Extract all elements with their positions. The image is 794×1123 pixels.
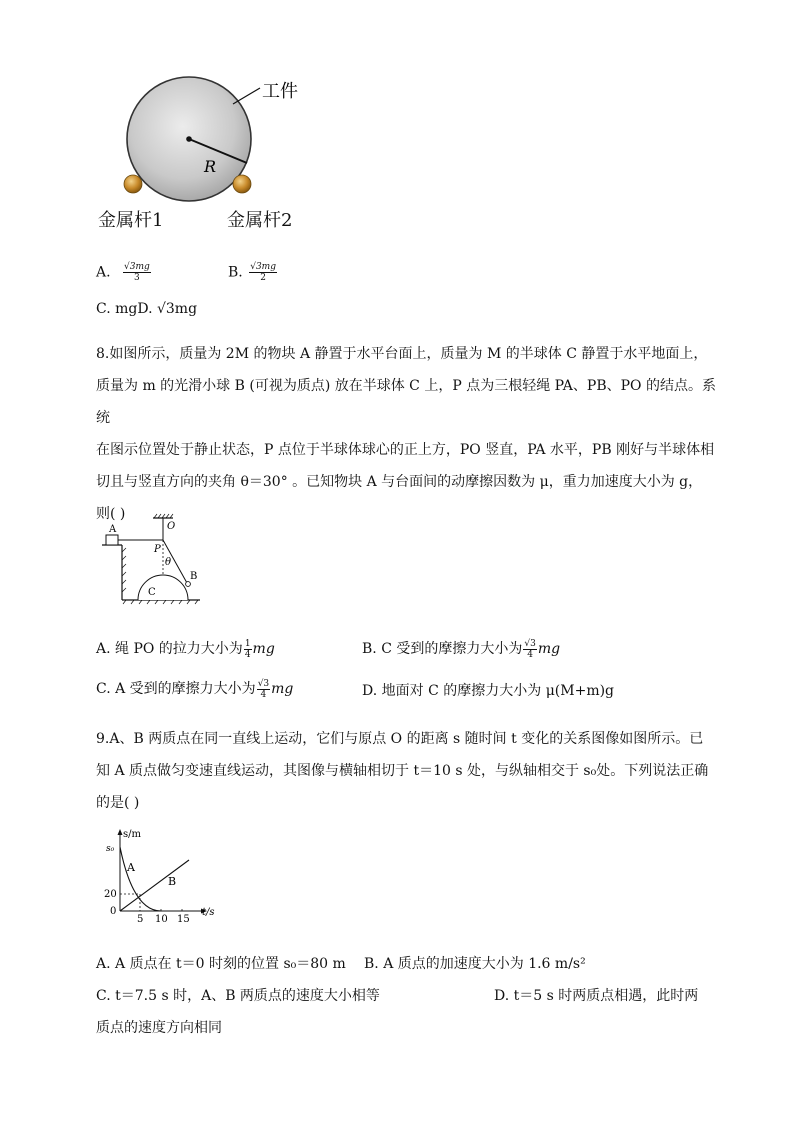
q8-option-c-text: C. A 受到的摩擦力大小为: [96, 681, 256, 697]
q9-option-b: B. A 质点的加速度大小为 1.6 m/s²: [364, 956, 586, 972]
q8-option-b-numerator: √3: [524, 638, 536, 649]
rod-1: [124, 175, 142, 193]
curve-a-label: A: [127, 861, 135, 874]
label-o: O: [167, 521, 176, 532]
q9-option-d-line-1: D. t＝5 s 时两质点相遇，此时两: [494, 988, 699, 1004]
label-20: 20: [104, 889, 117, 900]
q9-line-1: 9.A、B 两质点在同一直线上运动，它们与原点 O 的距离 s 随时间 t 变化的关系图像如图所示。已: [96, 731, 704, 747]
workpiece-label: 工件: [262, 81, 298, 102]
q8-line-3: 在图示位置处于静止状态，P 点位于半球体球心的正上方，PO 竖直，PA 水平，PB 刚好与半球体相: [96, 442, 715, 458]
q8-option-a-fraction: [244, 639, 252, 660]
q8-figure: [96, 512, 216, 607]
s0-label: s₀: [106, 844, 115, 854]
label-c: C: [148, 587, 156, 598]
q8-line-5: 则( ): [96, 506, 126, 522]
q8-option-a-tail: mg: [252, 641, 275, 657]
q9-stem: [96, 723, 716, 819]
q8-option-c: [96, 678, 293, 700]
q8-line-4: 切且与竖直方向的夹角 θ＝30° 。已知物块 A 与台面间的动摩擦因数为 μ，重力加速度大小为 g，: [96, 474, 703, 490]
q8-option-b-text: B. C 受到的摩擦力大小为: [362, 641, 523, 657]
q7-option-b-letter: B.: [228, 264, 243, 281]
ball-b: [186, 582, 191, 587]
q8-option-c-fraction: [257, 679, 270, 700]
q7-option-a-denominator: 3: [134, 273, 140, 283]
curve-a: [120, 847, 161, 911]
tick-10: 10: [155, 914, 168, 925]
q9-option-c: C. t＝7.5 s 时，A、B 两质点的速度大小相等: [96, 988, 380, 1004]
label-a: A: [109, 524, 117, 535]
tick-5: 5: [137, 914, 144, 925]
rod-1-label: 金属杆1: [98, 210, 164, 231]
q7-option-a: [96, 262, 152, 283]
q7-option-a-fraction: [123, 262, 151, 283]
q8-option-b-tail: mg: [537, 641, 561, 657]
q9-line-3: 的是( ): [96, 795, 140, 811]
label-theta: θ: [165, 557, 172, 568]
radius-label: R: [204, 157, 217, 176]
q7-option-a-numerator: √3mg: [124, 262, 150, 272]
q8-option-a-text: A. 绳 PO 的拉力大小为: [96, 641, 243, 657]
q8-option-d: D. 地面对 C 的摩擦力大小为 μ(M+m)g: [362, 683, 615, 699]
q8-option-c-numerator: √3: [257, 678, 270, 689]
q7-option-b: [228, 262, 278, 283]
q9-option-d-line-2: 质点的速度方向相同: [96, 1020, 222, 1036]
q7-option-b-numerator: √3mg: [250, 262, 276, 272]
q8-option-c-tail: mg: [271, 681, 294, 697]
q9-line-2: 知 A 质点做匀变速直线运动，其图像与横轴相切于 t＝10 s 处，与纵轴相交于 s₀处。下列说法正确: [96, 763, 709, 779]
block-a: [106, 535, 118, 545]
q8-option-a-numerator: 1: [244, 638, 251, 649]
rod-2-label: 金属杆2: [227, 210, 293, 231]
q8-line-2: 质量为 m 的光滑小球 B (可视为质点) 放在半球体 C 上，P 点为三根轻绳 PA、PB、PO 的结点。系统: [96, 378, 716, 426]
q7-option-a-letter: A.: [96, 264, 111, 281]
x-axis-label: t/s: [202, 907, 215, 918]
workpiece-pointer: [233, 88, 260, 104]
q8-option-b-denominator: 4: [527, 649, 533, 660]
q8-option-b: [362, 638, 560, 660]
q9-option-a: A. A 质点在 t＝0 时刻的位置 s₀＝80 m: [96, 956, 346, 972]
q9-graph: [100, 825, 225, 925]
q8-option-c-denominator: 4: [260, 689, 267, 700]
hemisphere-c: [138, 575, 188, 600]
q7-option-b-denominator: 2: [260, 273, 266, 283]
q8-option-a-denominator: 4: [244, 649, 251, 660]
y-axis-label: s/m: [123, 829, 141, 840]
q8-line-1: 8.如图所示，质量为 2M 的物块 A 静置于水平台面上，质量为 M 的半球体 C 静置于水平地面上，: [96, 346, 708, 362]
q8-option-b-fraction: [523, 639, 536, 660]
q7-option-b-fraction: [249, 262, 277, 283]
q7-option-cd: C. mgD. √3mg: [96, 301, 198, 317]
origin-label: 0: [110, 906, 117, 917]
label-b: B: [190, 571, 198, 582]
tick-15: 15: [177, 914, 190, 925]
label-p: P: [154, 544, 161, 555]
q8-stem: [96, 338, 716, 530]
q8-option-a: [96, 638, 275, 660]
rod-2: [233, 175, 251, 193]
line-b-label: B: [168, 875, 177, 888]
